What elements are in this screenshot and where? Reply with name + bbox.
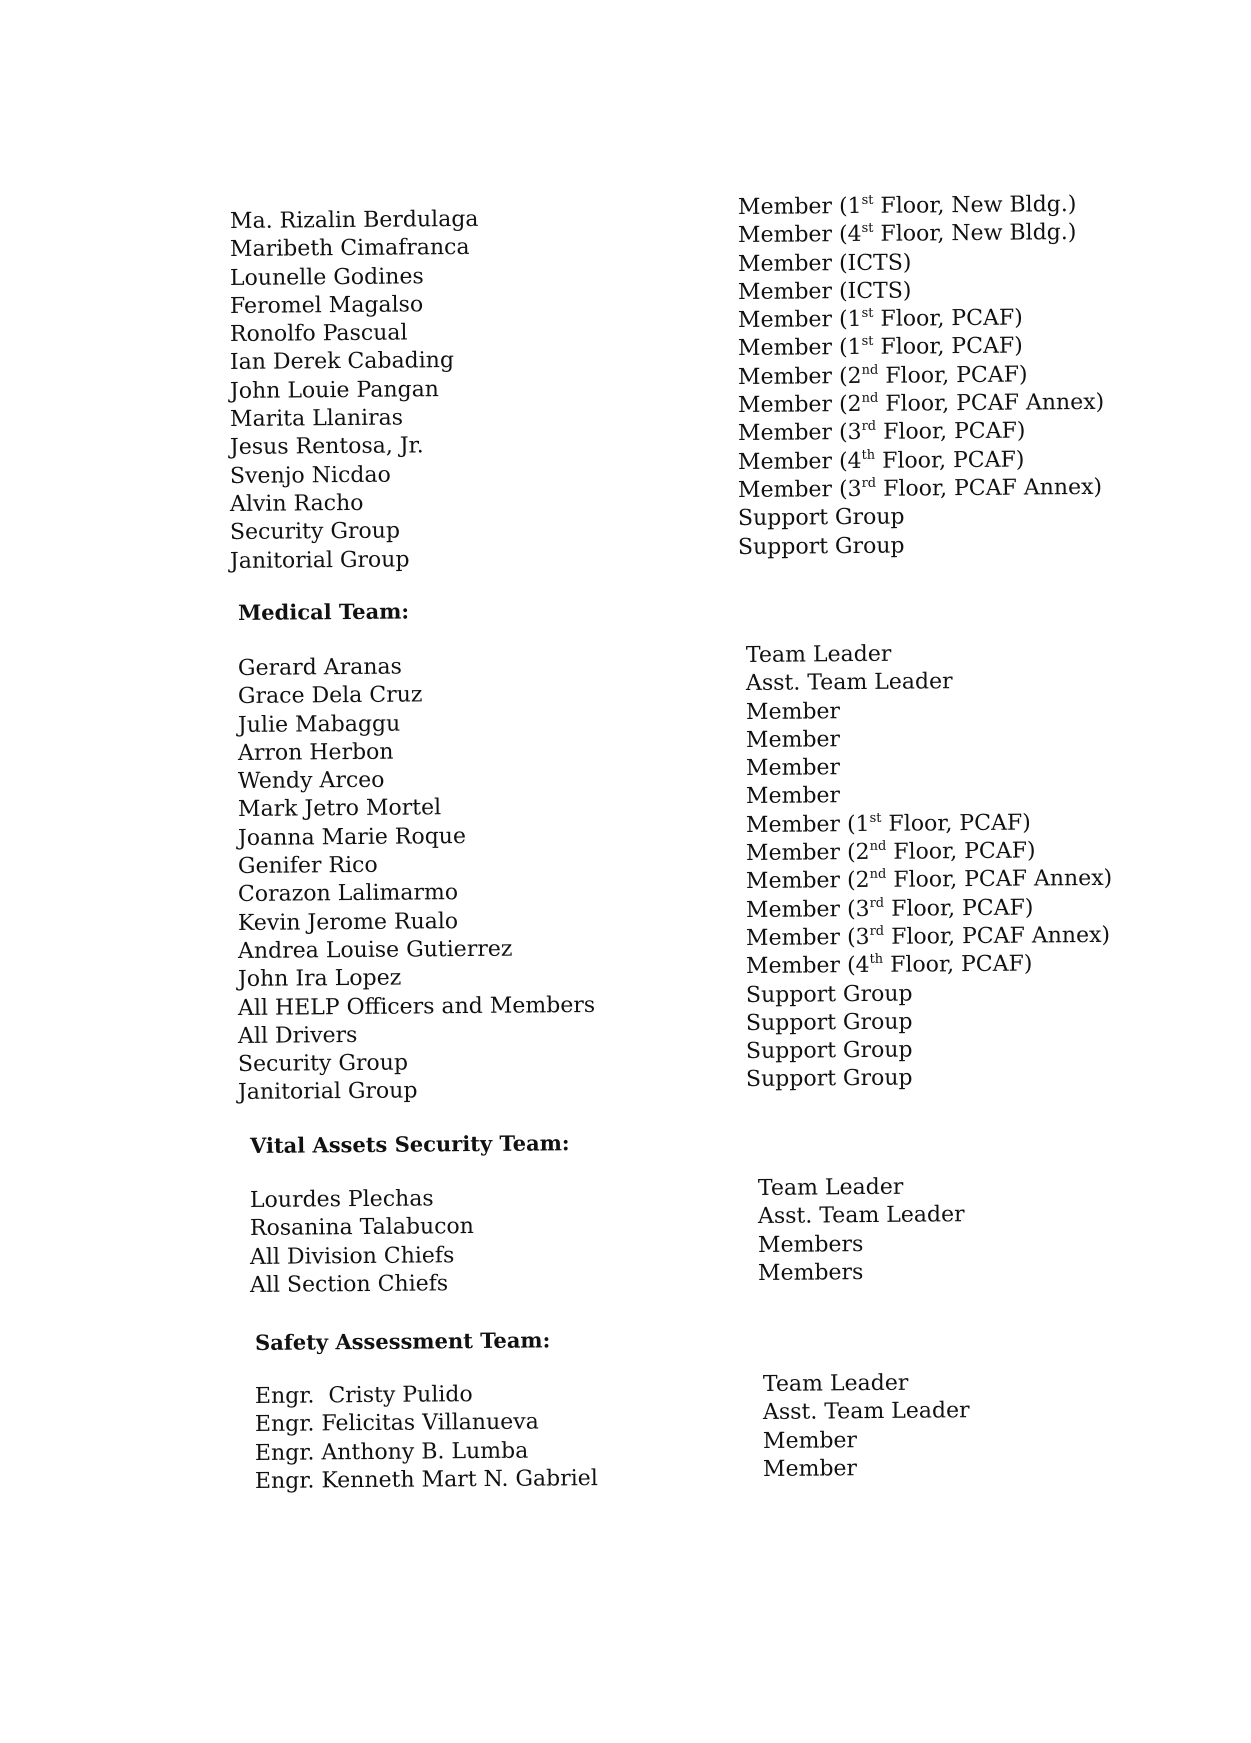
name-column (255, 1383, 598, 1496)
member-role: Member (ICTS) (737, 278, 912, 305)
member-role: Asst. Team Leader (762, 1398, 970, 1426)
member-role: Team Leader (745, 641, 892, 668)
member-name: Feromel Magalso (229, 292, 424, 319)
member-role: Asst. Team Leader (745, 669, 953, 697)
name-column (230, 208, 478, 576)
member-name: Ronolfo Pascual (229, 320, 408, 348)
member-name: Alvin Racho (229, 490, 364, 517)
member-role: Member (3rd Floor, PCAF) (745, 895, 1034, 923)
member-name: Andrea Louise Gutierrez (237, 936, 513, 964)
member-name: Engr. Cristy Pulido (254, 1382, 473, 1409)
section-heading: Safety Assessment Team: (254, 1327, 551, 1355)
member-name: Ian Derek Cabading (229, 348, 455, 376)
member-role: Asst. Team Leader (757, 1202, 965, 1230)
member-name: Marita Llaniras (229, 405, 404, 433)
member-name: All Drivers (237, 1022, 358, 1049)
member-name: Corazon Lalimarmo (237, 880, 459, 908)
member-role: Member (745, 698, 841, 725)
member-role: Member (1st Floor, New Bldg.) (737, 192, 1077, 220)
role-column (763, 1371, 970, 1484)
name-column (250, 1187, 474, 1300)
member-role: Member (4th Floor, PCAF) (737, 447, 1025, 475)
member-name: Kevin Jerome Rualo (237, 908, 459, 936)
member-role: Member (2nd Floor, PCAF) (737, 362, 1028, 390)
member-name: Rosanina Talabucon (249, 1214, 475, 1242)
member-name: Lounelle Godines (229, 263, 424, 291)
section-heading: Vital Assets Security Team: (249, 1130, 570, 1158)
member-role: Team Leader (762, 1370, 909, 1397)
member-name: Jesus Rentosa, Jr. (229, 433, 424, 461)
member-name: John Ira Lopez (237, 965, 402, 993)
member-name: John Louie Pangan (229, 376, 440, 404)
member-role: Member (745, 727, 841, 753)
member-role: Member (1st Floor, PCAF) (737, 333, 1023, 362)
member-role: Member (4st Floor, New Bldg.) (737, 220, 1077, 249)
role-column (746, 642, 1112, 1095)
member-name: Julie Mabaggu (237, 711, 401, 738)
member-name: Lourdes Plechas (249, 1186, 434, 1213)
member-name: Janitorial Group (237, 1078, 418, 1106)
member-role: Member (2nd Floor, PCAF Annex) (737, 389, 1105, 419)
member-role: Member (2nd Floor, PCAF) (745, 838, 1036, 867)
role-column (758, 1175, 965, 1288)
member-name: Grace Dela Cruz (237, 682, 423, 710)
name-column (238, 655, 595, 1108)
member-role: Member (3rd Floor, PCAF Annex) (737, 474, 1103, 503)
member-name: Janitorial Group (229, 546, 410, 574)
member-role: Member (745, 783, 841, 810)
member-role: Member (2nd Floor, PCAF Annex) (745, 866, 1113, 895)
member-role: Members (757, 1259, 864, 1286)
member-role: Support Group (745, 981, 913, 1008)
member-role: Support Group (737, 533, 905, 560)
member-role: Support Group (745, 1065, 913, 1093)
member-name: Security Group (237, 1050, 409, 1078)
member-role: Support Group (745, 1009, 913, 1036)
member-role: Member (762, 1427, 858, 1454)
member-name: Wendy Arceo (237, 767, 385, 795)
member-role: Member (762, 1456, 858, 1482)
member-name: Svenjo Nicdao (229, 462, 391, 489)
member-name: Engr. Felicitas Villanueva (254, 1409, 539, 1438)
member-name: Maribeth Cimafranca (229, 235, 470, 263)
member-name: Security Group (229, 518, 401, 546)
member-name: Joanna Marie Roque (237, 823, 467, 851)
member-role: Team Leader (757, 1174, 904, 1201)
member-role: Support Group (745, 1037, 913, 1065)
member-name: Engr. Kenneth Mart N. Gabriel (254, 1465, 598, 1494)
member-role: Member (3rd Floor, PCAF Annex) (745, 922, 1111, 951)
member-role: Member (4th Floor, PCAF) (745, 951, 1033, 980)
member-name: Engr. Anthony B. Lumba (254, 1438, 529, 1466)
member-role: Member (745, 755, 841, 782)
section-heading: Medical Team: (237, 598, 410, 625)
member-name: Genifer Rico (237, 852, 378, 880)
member-name: All Section Chiefs (249, 1271, 449, 1298)
member-role: Member (1st Floor, PCAF) (737, 305, 1023, 334)
member-role: Support Group (737, 504, 905, 532)
member-name: Gerard Aranas (237, 654, 403, 681)
member-role: Member (1st Floor, PCAF) (745, 810, 1031, 838)
member-role: Member (3rd Floor, PCAF) (737, 418, 1026, 447)
member-name: Arron Herbon (237, 739, 394, 766)
member-name: All Division Chiefs (249, 1242, 455, 1270)
member-name: Ma. Rizalin Berdulaga (229, 206, 479, 234)
member-name: All HELP Officers and Members (237, 992, 596, 1021)
member-name: Mark Jetro Mortel (237, 795, 442, 823)
role-column (738, 194, 1104, 562)
member-role: Member (ICTS) (737, 250, 912, 277)
member-role: Members (757, 1231, 864, 1258)
